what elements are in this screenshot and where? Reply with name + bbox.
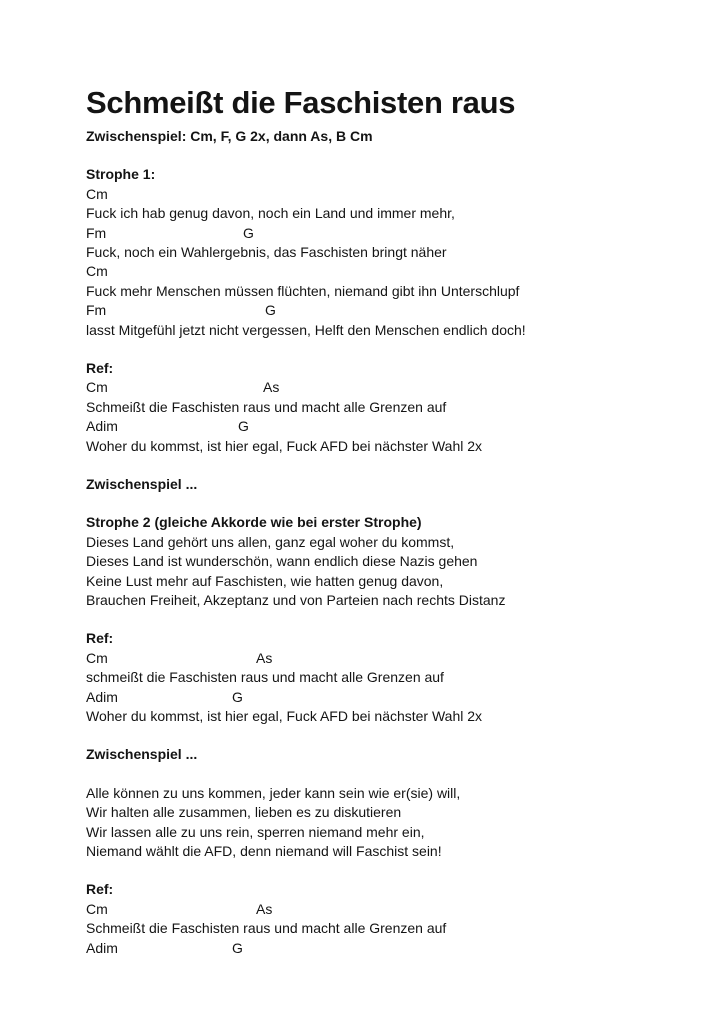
chord-line bbox=[86, 262, 645, 281]
chord-line bbox=[86, 417, 645, 436]
refrain-3 bbox=[86, 880, 645, 958]
lyric-line: Wir lassen alle zu uns rein, sperren niemand mehr ein, bbox=[86, 823, 425, 840]
chord-symbol: As bbox=[256, 649, 273, 666]
chord-symbol: G bbox=[232, 939, 243, 956]
chord-symbol: Cm bbox=[86, 379, 108, 396]
lyric-line: Fuck, noch ein Wahlergebnis, das Faschisten bringt näher bbox=[86, 244, 447, 260]
chord-line bbox=[86, 688, 645, 707]
chord-symbol: Fm bbox=[86, 302, 107, 319]
chord-line bbox=[86, 185, 645, 204]
section-heading: Strophe 2 (gleiche Akkorde wie bei erster Strophe) bbox=[86, 514, 422, 531]
section-heading: Ref: bbox=[86, 630, 114, 647]
lyric-line: lasst Mitgefühl jetzt nicht vergessen, Helft den Menschen endlich doch! bbox=[86, 321, 526, 338]
lyric-line: Wir halten alle zusammen, lieben es zu diskutieren bbox=[86, 804, 402, 821]
chord-symbol: Adim bbox=[86, 418, 118, 435]
chord-symbol: Adim bbox=[86, 688, 118, 705]
chord-symbol: G bbox=[238, 418, 249, 435]
section-heading: Ref: bbox=[86, 360, 114, 376]
chord-symbol: Cm bbox=[86, 263, 108, 280]
chord-symbol: As bbox=[256, 900, 273, 917]
song-title: Schmeißt die Faschisten raus bbox=[86, 85, 516, 120]
chord-line bbox=[86, 900, 645, 919]
lyric-line: Dieses Land ist wunderschön, wann endlich diese Nazis gehen bbox=[86, 553, 478, 570]
lyric-line: Dieses Land gehört uns allen, ganz egal woher du kommst, bbox=[86, 533, 455, 550]
interlude-spec-line: Zwischenspiel: Cm, F, G 2x, dann As, B Cm bbox=[86, 128, 373, 144]
chord-symbol: Fm bbox=[86, 224, 107, 241]
lyric-line: Brauchen Freiheit, Akzeptanz und von Parteien nach rechts Distanz bbox=[86, 592, 506, 609]
lyric-line: Woher du kommst, ist hier egal, Fuck AFD bei nächster Wahl 2x bbox=[86, 437, 483, 454]
chord-symbol: G bbox=[243, 224, 254, 241]
interlude-1 bbox=[86, 475, 645, 494]
chord-symbol: G bbox=[265, 302, 276, 319]
interlude-2 bbox=[86, 745, 645, 764]
lyric-line: Fuck ich hab genug davon, noch ein Land und immer mehr, bbox=[86, 205, 455, 222]
chord-symbol: As bbox=[263, 379, 280, 396]
lyric-line: Fuck mehr Menschen müssen flüchten, niemand gibt ihn Unterschlupf bbox=[86, 282, 520, 299]
chord-line bbox=[86, 224, 645, 243]
lyric-line: Woher du kommst, ist hier egal, Fuck AFD bei nächster Wahl 2x bbox=[86, 708, 483, 725]
refrain-2 bbox=[86, 629, 645, 726]
lyric-line: Keine Lust mehr auf Faschisten, wie hatten genug davon, bbox=[86, 572, 444, 589]
section-heading: Zwischenspiel ... bbox=[86, 746, 198, 763]
lyric-line: Alle können zu uns kommen, jeder kann sein wie er(sie) will, bbox=[86, 784, 461, 801]
lyric-line: schmeißt die Faschisten raus und macht alle Grenzen auf bbox=[86, 669, 444, 686]
chord-symbol: Adim bbox=[86, 939, 118, 956]
section-heading: Ref: bbox=[86, 881, 114, 898]
chord-symbol: Cm bbox=[86, 900, 108, 917]
chord-line bbox=[86, 378, 645, 397]
chord-symbol: G bbox=[232, 688, 243, 705]
chord-line bbox=[86, 301, 645, 320]
verse-2 bbox=[86, 513, 645, 610]
chord-symbol: Cm bbox=[86, 649, 108, 666]
section-heading: Strophe 1: bbox=[86, 166, 156, 183]
lyric-line: Schmeißt die Faschisten raus und macht alle Grenzen auf bbox=[86, 920, 447, 937]
verse-1 bbox=[86, 165, 645, 340]
section-heading: Zwischenspiel ... bbox=[86, 476, 198, 492]
chord-symbol: Cm bbox=[86, 185, 108, 202]
refrain-1 bbox=[86, 359, 645, 456]
chord-line bbox=[86, 939, 645, 958]
lyric-line: Niemand wählt die AFD, denn niemand will Faschist sein! bbox=[86, 843, 442, 860]
song-sections bbox=[86, 165, 645, 958]
lyric-line: Schmeißt die Faschisten raus und macht alle Grenzen auf bbox=[86, 398, 447, 415]
chord-line bbox=[86, 649, 645, 668]
bridge bbox=[86, 784, 645, 862]
